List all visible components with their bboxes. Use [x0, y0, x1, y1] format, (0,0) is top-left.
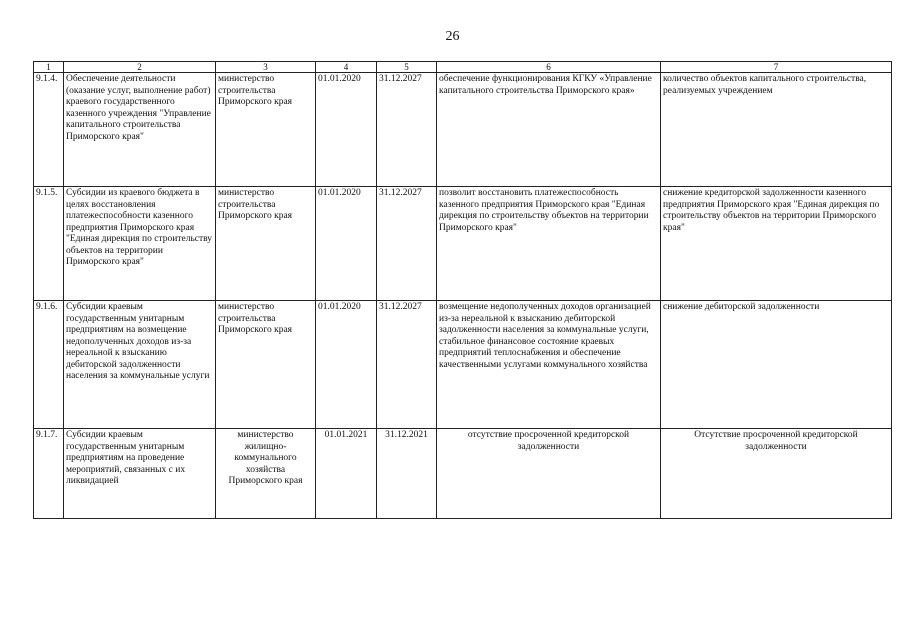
indicator: снижение кредиторской задолженности казенного предприятия Приморского края "Единая дирекция по строительству объектов на территории Приморского края" [661, 187, 892, 301]
expected-result: обеспечение функционирования КГКУ «Управление капитального строительства Приморского края» [437, 73, 661, 187]
start-date: 01.01.2020 [316, 187, 377, 301]
end-date: 31.12.2027 [377, 301, 437, 429]
expected-result: отсутствие просроченной кредиторской задолженности [437, 429, 661, 519]
table-row [34, 301, 892, 429]
table-row [34, 429, 892, 519]
column-header-1: 1 [34, 62, 64, 73]
activity-name: Субсидии краевым государственным унитарным предприятиям на возмещение недополученных доходов из-за нереальной к взысканию дебиторской задолженности населения за коммунальные услуги [64, 301, 216, 429]
indicator: количество объектов капитального строительства, реализуемых учреждением [661, 73, 892, 187]
end-date: 31.12.2027 [377, 187, 437, 301]
row-number: 9.1.5. [34, 187, 64, 301]
start-date: 01.01.2020 [316, 73, 377, 187]
activity-name: Субсидии из краевого бюджета в целях восстановления платежеспособности казенного предприятия Приморского края "Единая дирекция по строительству объектов на территории Приморского края" [64, 187, 216, 301]
row-number: 9.1.6. [34, 301, 64, 429]
end-date: 31.12.2027 [377, 73, 437, 187]
end-date: 31.12.2021 [377, 429, 437, 519]
column-header-7: 7 [661, 62, 892, 73]
row-number: 9.1.7. [34, 429, 64, 519]
page-number: 26 [445, 29, 460, 44]
executor: министерство строительства Приморского края [216, 301, 316, 429]
table-row [34, 187, 892, 301]
column-header-2: 2 [64, 62, 216, 73]
column-header-4: 4 [316, 62, 377, 73]
program-table [33, 61, 892, 519]
table-row [34, 73, 892, 187]
row-number: 9.1.4. [34, 73, 64, 187]
start-date: 01.01.2021 [316, 429, 377, 519]
activity-name: Обеспечение деятельности (оказание услуг, выполнение работ) краевого государственного казенного учреждения "Управление капитального строительства Приморского края" [64, 73, 216, 187]
indicator: Отсутствие просроченной кредиторской задолженности [661, 429, 892, 519]
executor: министерство жилищно-коммунального хозяйства Приморского края [216, 429, 316, 519]
expected-result: возмещение недополученных доходов организацией из-за нереальной к взысканию дебиторской задолженности населения за коммунальные услуги, стабильное финансовое состояние краевых предприятий теплоснабжения и обеспечение качественными услугами коммунального хозяйства [437, 301, 661, 429]
executor: министерство строительства Приморского края [216, 187, 316, 301]
start-date: 01.01.2020 [316, 301, 377, 429]
table-header-row [34, 62, 892, 73]
column-header-5: 5 [377, 62, 437, 73]
executor: министерство строительства Приморского края [216, 73, 316, 187]
column-header-6: 6 [437, 62, 661, 73]
expected-result: позволит восстановить платежеспособность казенного предприятия Приморского края "Единая дирекция по строительству объектов на территории Приморского края" [437, 187, 661, 301]
activity-name: Субсидии краевым государственным унитарным предприятиям на проведение мероприятий, связанных с их ликвидацией [64, 429, 216, 519]
indicator: снижение дебиторской задолженности [661, 301, 892, 429]
column-header-3: 3 [216, 62, 316, 73]
